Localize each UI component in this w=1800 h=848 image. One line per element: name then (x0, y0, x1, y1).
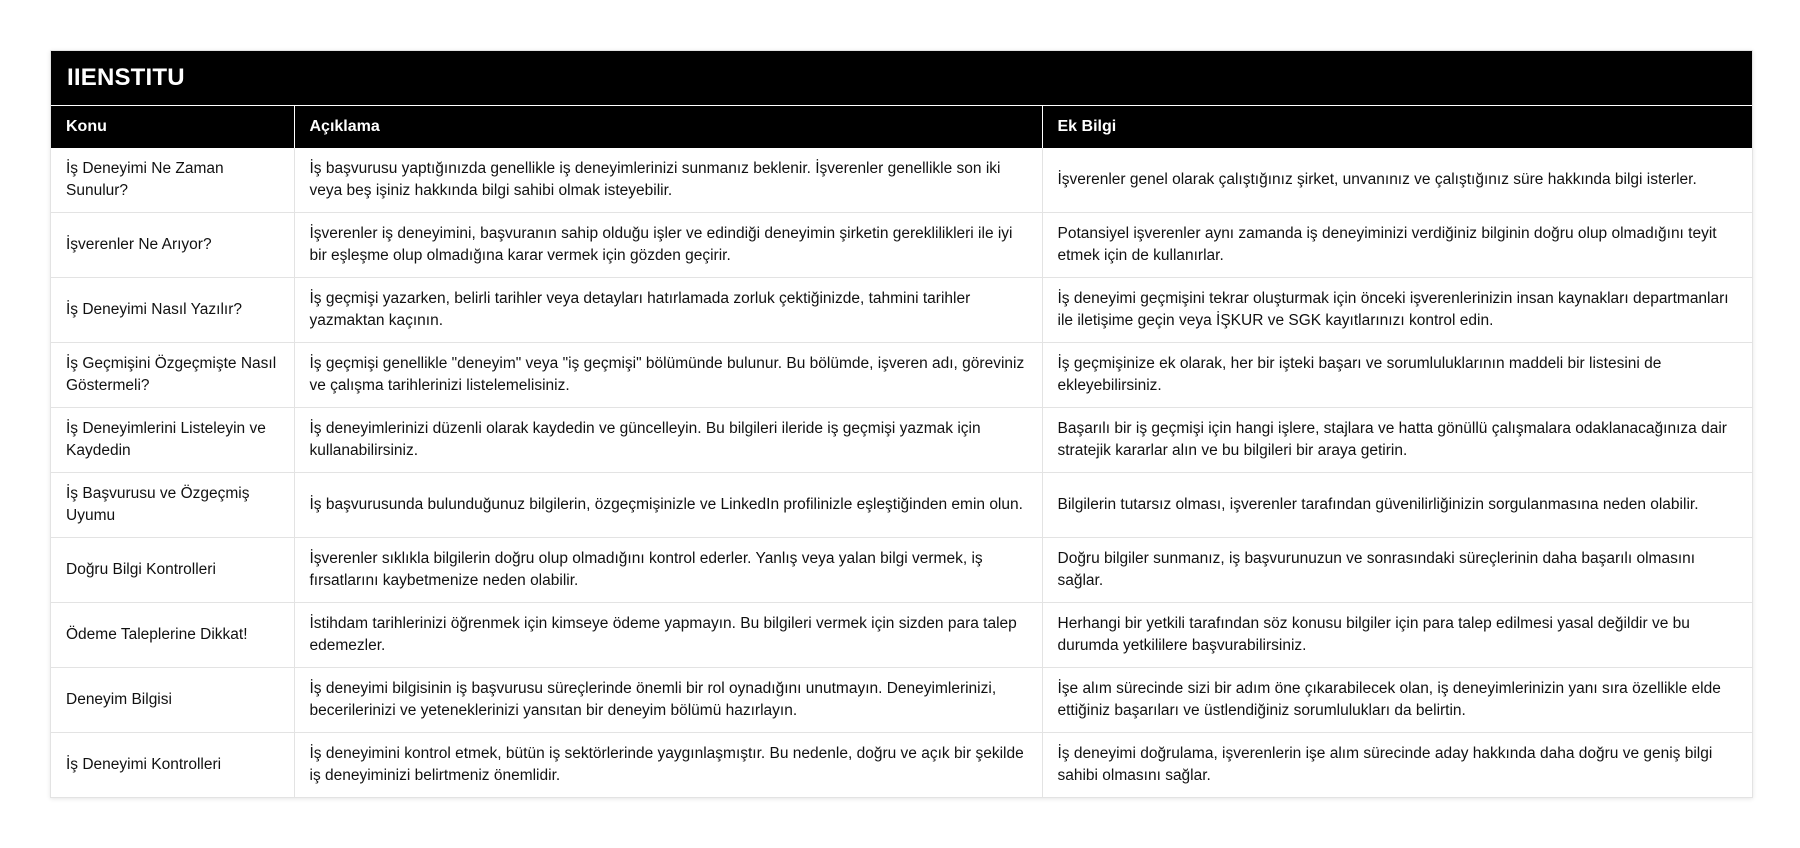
cell-description: İş başvurusu yaptığınızda genellikle iş deneyimlerinizi sunmanız beklenir. İşverenler genellikle son iki veya beş işiniz hakkında bilgi sahibi olmak isteyebilir. (294, 148, 1042, 213)
cell-topic: İş Başvurusu ve Özgeçmiş Uyumu (51, 473, 294, 538)
cell-extra: Doğru bilgiler sunmanız, iş başvurunuzun ve sonrasındaki süreçlerinin daha başarılı olmasını sağlar. (1042, 538, 1752, 603)
header-topic: Konu (51, 106, 294, 149)
cell-extra: İş deneyimi doğrulama, işverenlerin işe alım sürecinde aday hakkında daha doğru ve geniş bilgi sahibi olmasını sağlar. (1057, 745, 1713, 784)
cell-topic: İş Deneyimi Nasıl Yazılır? (51, 278, 294, 343)
header-row (51, 106, 1752, 149)
cell-topic: İş Deneyimi Ne Zaman Sunulur? (51, 148, 294, 213)
cell-extra: Başarılı bir iş geçmişi için hangi işlere, stajlara ve hatta gönüllü çalışmalara odaklanacağınıza dair stratejik kararlar alın ve bu bilgileri bir araya getirin. (1042, 408, 1752, 473)
cell-extra: Bilgilerin tutarsız olması, işverenler tarafından güvenilirliğinizin sorgulanmasına neden olabilir. (1042, 473, 1752, 538)
cell-description: İş geçmişi yazarken, belirli tarihler veya detayları hatırlamada zorluk çektiğinizde, tahmini tarihler yazmaktan kaçının. (294, 278, 1042, 343)
cell-description: İşverenler sıklıkla bilgilerin doğru olup olmadığını kontrol ederler. Yanlış veya yalan bilgi vermek, iş fırsatlarını kaybetmenize neden olabilir. (294, 538, 1042, 603)
cell-extra: İş deneyimi geçmişini tekrar oluşturmak için önceki işverenlerinizin insan kaynakları departmanları ile iletişime geçin veya İŞKUR ve SGK kayıtlarınızı kontrol edin. (1042, 278, 1752, 343)
cell-extra: Herhangi bir yetkili tarafından söz konusu bilgiler için para talep edilmesi yasal değildir ve bu durumda yetkililere başvurabilirsiniz. (1042, 603, 1752, 668)
cell-description: İş geçmişi genellikle "deneyim" veya "iş geçmişi" bölümünde bulunur. Bu bölümde, işveren adı, göreviniz ve çalışma tarihlerinizi listelemelisiniz. (294, 343, 1042, 408)
content-card (50, 50, 1753, 798)
table-body (51, 148, 1752, 797)
table-row (51, 668, 1752, 733)
cell-topic: İş Geçmişini Özgeçmişte Nasıl Göstermeli? (51, 343, 294, 408)
table-row (51, 343, 1752, 408)
cell-extra: İşverenler genel olarak çalıştığınız şirket, unvanınız ve çalıştığınız süre hakkında bilgi isterler. (1042, 148, 1752, 213)
table-row (51, 148, 1752, 213)
table-row (51, 278, 1752, 343)
table-row (51, 408, 1752, 473)
info-table (51, 105, 1752, 797)
cell-topic: Ödeme Taleplerine Dikkat! (51, 603, 294, 668)
cell-topic: Deneyim Bilgisi (51, 668, 294, 733)
header-description: Açıklama (294, 106, 1042, 149)
cell-extra: Potansiyel işverenler aynı zamanda iş deneyiminizi verdiğiniz bilginin doğru olup olmadığını teyit etmek için de kullanırlar. (1042, 213, 1752, 278)
cell-topic: İş Deneyimi Kontrolleri (51, 733, 294, 798)
table-row (51, 603, 1752, 668)
table-row (51, 213, 1752, 278)
table-row (51, 733, 1752, 798)
cell-description: İstihdam tarihlerinizi öğrenmek için kimseye ödeme yapmayın. Bu bilgileri vermek için sizden para talep edemezler. (294, 603, 1042, 668)
cell-description: İş deneyimini kontrol etmek, bütün iş sektörlerinde yaygınlaşmıştır. Bu nedenle, doğru ve açık bir şekilde iş deneyiminizi belirtmeniz önemlidir. (294, 733, 1042, 798)
cell-extra: İş geçmişinize ek olarak, her bir işteki başarı ve sorumluluklarının maddeli bir listesini de ekleyebilirsiniz. (1042, 343, 1752, 408)
cell-description: İş deneyimlerinizi düzenli olarak kaydedin ve güncelleyin. Bu bilgileri ileride iş geçmişi yazmak için kullanabilirsiniz. (294, 408, 1042, 473)
table-header (51, 106, 1752, 149)
cell-topic: İşverenler Ne Arıyor? (51, 213, 294, 278)
cell-extra: İşe alım sürecinde sizi bir adım öne çıkarabilecek olan, iş deneyimlerinizin yanı sıra özellikle elde ettiğiniz başarıları ve üstlendiğiniz sorumlulukları da belirtin. (1042, 668, 1752, 733)
table-row (51, 473, 1752, 538)
table-row (51, 538, 1752, 603)
cell-description: İş deneyimi bilgisinin iş başvurusu süreçlerinde önemli bir rol oynadığını unutmayın. Deneyimlerinizi, becerilerinizi ve yeteneklerinizi yansıtan bir deneyim bölümü hazırlayın. (294, 668, 1042, 733)
header-extra: Ek Bilgi (1042, 106, 1752, 149)
cell-description: İşverenler iş deneyimini, başvuranın sahip olduğu işler ve edindiği deneyimin şirketin gereklilikleri ile iyi bir eşleşme olup olmadığına karar vermek için gözden geçirir. (294, 213, 1042, 278)
cell-topic: İş Deneyimlerini Listeleyin ve Kaydedin (51, 408, 294, 473)
brand-title: IIENSTITU (51, 51, 1752, 105)
cell-description: İş başvurusunda bulunduğunuz bilgilerin, özgeçmişinizle ve LinkedIn profilinizle eşleştiğinden emin olun. (294, 473, 1042, 538)
cell-topic: Doğru Bilgi Kontrolleri (51, 538, 294, 603)
